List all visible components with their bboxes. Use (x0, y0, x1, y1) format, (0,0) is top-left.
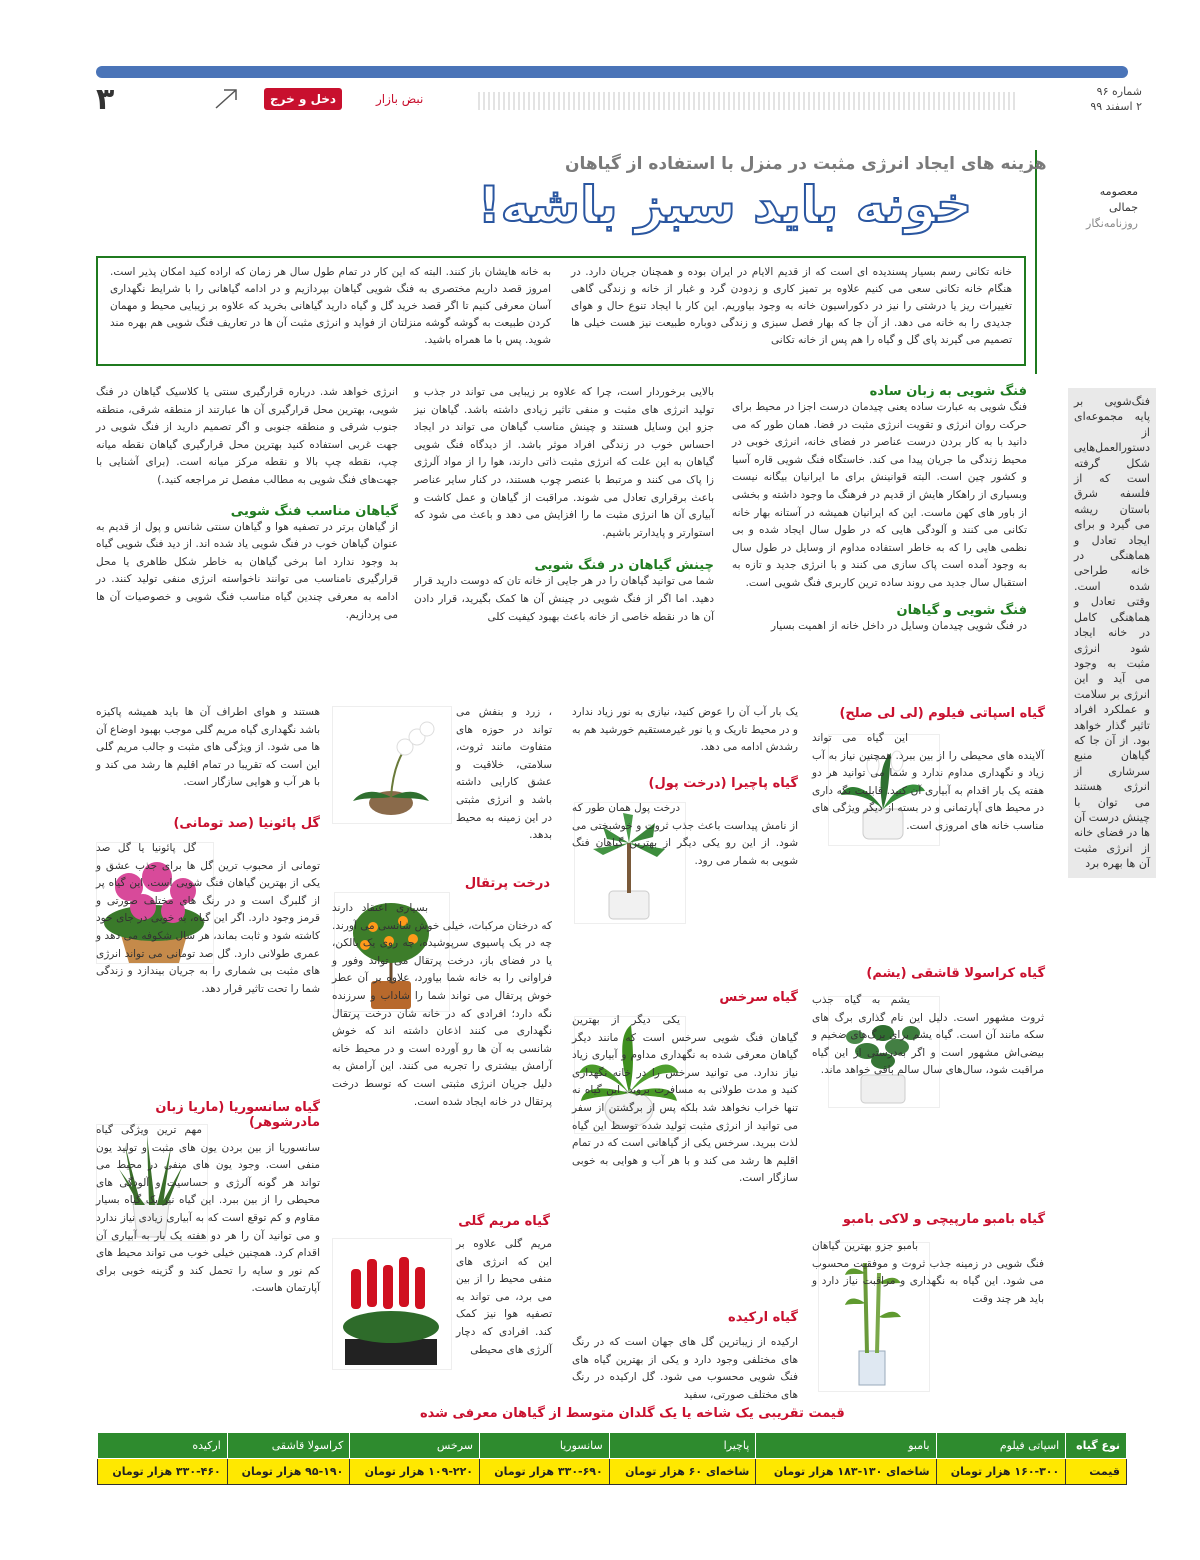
spathiphyllum-text: این گیاه می تواند آلاینده های محیطی را از بین ببرد. همچنین نیاز به آب زیاد و نگهداری مداوم ندارد و شما می توانید هر دو هفته یک بار اقدام به آبیاری آن کنید. قابلیت نگه داری در محیط های آپارتمانی و در بسته از دیگر ویژگی های مناسب خانه های امروزی است. (812, 732, 1044, 832)
issue-number: شماره ۹۶ (1096, 85, 1142, 98)
paragraph: در فنگ شویی چیدمان وسایل در داخل خانه از اهمیت بسیار (771, 619, 1027, 632)
paragraph: بالایی برخوردار است، چرا که علاوه بر زیبایی می تواند در جذب و تولید انرژی های مثبت و منفی تاثیر زیادی داشته باشد. گیاهان نیز جزو این وسایل هستند و چینش مناسب گیاهان می تواند در ایجاد احساس خوب در زندگی افراد موثر باشد. از دیدگاه فنگ شویی گیاهان به این علت که انرژی مثبت ذاتی دارند، هوا را از مواد آلرژی زا پاک می کنند و مرتبط با عنصر چوب هستند، در کنار سایر عناصر باعث برقراری تعادل می شوند. مراقبت از گیاهان و عمل کاشت و آبیاری آن ها انرژی مثبت ما را افزایش می دهد و باعث می شود که استوارتر و پایدارتر باشیم. (414, 386, 714, 539)
author-block (1068, 184, 1138, 232)
price-cell: شاخه‌ای ۶۰ هزار تومان (609, 1459, 756, 1485)
issue-date: ۲ اسفند ۹۹ (1090, 100, 1142, 113)
heading-orchid: گیاه ارکیده (728, 1310, 798, 1325)
orchid-image (332, 706, 452, 824)
fern-text: یکی دیگر از بهترین گیاهان فنگ شویی سرخس است که مانند دیگر گیاهان معرفی شده به نگهداری مداوم و آبیاری زیاد نیاز ندارد. می توانید سرخس را در خانه نگهداری کنید و مدت طولانی به مسافرت بروید. این گیاه نه تنها خراب نخواهد شد بلکه پس از برگشتن از سفر می توانید از انرژی مثبت تولید شده توسط این گیاه لذت ببرید. سرخس یکی از گیاهانی است که در تمام اقلیم ها رشد می کند و با هر آب و هوایی به خوبی سازگار است. (572, 1014, 798, 1185)
paragraph: هستند و هوای اطراف آن ها باید همیشه پاکیزه باشد نگهداری گیاه مریم گلی موجب بهبود اوضاع آن ها می شود. از ویژگی های مثبت و جالب مریم گلی این است که تقریبا در تمام اقلیم ها رشد می کند و با هر آب و هوایی سازگار است. (96, 706, 320, 789)
heading-peony: گل پائونیا (صد تومانی) (173, 816, 320, 831)
sidebar-note: فنگ‌شویی بر پایه مجموعه‌ای از دستورالعمل‌هایی شکل گرفته است که از فلسفه شرق باستان ریشه می گیرد و برای ایجاد تعادل و هماهنگی در خانه طراحی شده است. وقتی تعادل و هماهنگی کامل در خانه ایجاد شود انرژی مثبت به وجود می آید و این انرژی بر سلامت و عملکرد افراد تاثیر گذار خواهد بود. از آن جا که گیاهان منبع سرشاری از انرژی هستند می توان با چینش درست آن ها در فضای خانه از انرژی مثبت آن ها بهره برد (1068, 388, 1156, 878)
author-role: روزنامه‌نگار (1086, 217, 1138, 230)
paragraph: شما می توانید گیاهان را در هر جایی از خانه تان که دوست دارید قرار دهید. اما اگر از فنگ شویی در چینش آن ها کمک بگیرید، قرار دادن آن ها در نقطه خاصی از خانه باعث بهبود کیفیت کلی (414, 575, 714, 623)
pachira-text: درخت پول همان طور که از نامش پیداست باعث جذب ثروت و خوشبختی می شود. از این رو یکی دیگر از بهترین گیاهان فنگ شویی به شمار می رود. (572, 802, 798, 867)
orange-text: بسیاری اعتقاد دارند که درختان مرکبات، خیلی خوش شانسی می آورند. چه در یک پاسیوی سرپوشیده، چه روی یک بالکن، یا در فضای باز، درخت پرتقال می تواند وفور و فراوانی را به خانه شما بیاورد، علاوه بر آن عطر خوش پرتقال می تواند شما را شاداب و سرزنده نگه دارد؛ افرادی که در خانه شان درخت پرتقال نگهداری می کنند اذعان داشته اند که خوش شانسی به آن ها رو آورده است و در محیط خانه آرامش بیشتری را تجربه می کنند. این آرامش به دلیل جریان انرژی مثبتی است که توسط درخت پرتقال در خانه ایجاد شده است. (332, 902, 552, 1108)
upper-col-1 (732, 384, 1027, 635)
section-name: نبض بازار (376, 92, 424, 106)
page-number: ۳ (96, 82, 115, 117)
price-cell: ۱۰۹-۲۲۰ هزار تومان (350, 1459, 480, 1485)
paragraph: فنگ شویی به عبارت ساده یعنی چیدمان درست اجزا در محیط برای حرکت روان انرژی و تقویت انرژی مثبت در فضا. همان طور که می دانید با به کار بردن درست عناصر در فضای خانه، انرژی خوبی در محیط زندگی ما جریان پیدا می کند. خاستگاه فنگ شویی قاره آسیا و کشور چین است. البته قوانینش برای ما ایرانیان بیگانه نیست وبسیاری از راهکار هایش از قدیم در فرهنگ ما وجود داشته و بخشی از باور های کهن ماست. این که ایرانیان همیشه در آستانه بهار خانه تکانی می کنند و آلودگی هایی که در طول سال ایجاد شده و بی نظمی هایی را که به خاطر استفاده مداوم از وسایل در طول سال به وجود آمده است پاک سازی می کنند و با انرژی جدید و تازه به استقبال سال جدید می روند ساده ترین کاربری فنگ شویی است. (732, 401, 1027, 589)
heading-salvia: گیاه مریم گلی (458, 1214, 550, 1229)
paragraph: انرژی خواهد شد. درباره قرارگیری سنتی یا کلاسیک گیاهان در فنگ شویی، بهترین محل قرارگیری آن ها عبارتند از منطقه شرقی، منطقه جنوب شرقی و منطقه جنوبی و اگر تصمیم دارید از فنگ شویی در جهت غربی استفاده کنید بهترین محل قرارگیری گیاهان نقطه میانه چپ، نقطه چپ بالا و نقطه مرکز میانه است. (برای آشنایی با جهت‌های فنگ شویی به مطالب مفصل تر مراجعه کنید.) (96, 386, 398, 486)
bamboo-text: بامبو جزو بهترین گیاهان فنگ شویی در زمینه جذب ثروت و موفقیت محسوب می شود. این گیاه به نگهداری و مراقبت نیاز دارد و باید هر چند وقت (812, 1240, 1044, 1305)
article-title: خونه باید سبز باشه! (477, 176, 973, 234)
price-cell: ۳۳۰-۴۶۰ هزار تومان (98, 1459, 228, 1485)
heading-pachira: گیاه پاچیرا (درخت پول) (648, 776, 798, 791)
paragraph: از گیاهان برتر در تصفیه هوا و گیاهان سنتی شانس و پول از قدیم به عنوان گیاهان خوب در فنگ شویی یاد شده اند. از دید فنگ شویی گیاه بد وجود ندارد اما برخی گیاهان به خاطر شکل ظاهری یا محل قرارگیری نامناسب می توانند ناخواسته انرژی منفی تولید کنند. در ادامه به معرفی چندین گیاه مناسب فنگ شویی و خصوصیات آن ها می پردازیم. (96, 520, 398, 621)
price-table-row (98, 1459, 1127, 1485)
price-cell: ۳۳۰-۶۹۰ هزار تومان (480, 1459, 610, 1485)
price-header-cell: پاچیرا (609, 1433, 756, 1459)
header-hatch (478, 92, 1018, 110)
arrow-icon (212, 86, 242, 112)
heading-spathiphyllum: گیاه اسپاتی فیلوم (لی لی صلح) (839, 706, 1045, 721)
orchid-text: ارکیده از زیباترین گل های جهان است که در رنگ های مختلفی وجود دارد و یکی از بهترین گیاه های فنگ شویی محسوب می شود. گل ارکیده در رنگ های مختلف صورتی، سفید (572, 1336, 798, 1401)
sansevieria-text: مهم ترین ویژگی گیاه سانسوریا از بین بردن یون های مثبت و تولید یون منفی است. وجود یون های منفی در محیط می تواند هر گونه آلرژی و حساسیت و آلودگی های محیطی را از بین ببرد. این گیاه نیز یک گیاه بسیار مقاوم و کم توقع است که به آبیاری زیادی نیاز ندارد و می توانید آن را هر دو هفته یک بار به آبیاری آن اقدام کرد. همچنین خیلی خوب می تواند محیط های کم نور و سایه را تحمل کند و گزینه خوبی برای آپارتمان هاست. (96, 1124, 320, 1295)
price-header-cell: کراسولا قاشقی (227, 1433, 350, 1459)
paragraph: یک بار آب آن را عوض کنید، نیازی به نور زیاد ندارد و در محیط تاریک و یا نور غیرمستقیم خورشید هم به رشدش ادامه می دهد. (572, 706, 798, 754)
price-cell: شاخه‌ای ۱۳۰-۱۸۳ هزار تومان (756, 1459, 936, 1485)
title-divider (1035, 150, 1037, 374)
heading-arrangement: چینش گیاهان در فنگ شویی (534, 558, 714, 574)
author-name: معصومه جمالی (1099, 185, 1138, 214)
price-header-cell: نوع گیاه (1066, 1433, 1127, 1459)
salvia-text: مریم گلی علاوه بر این که انرژی های منفی محیط را از بین می برد، می تواند به تصفیه هوا نیز کمک کند. افرادی که دچار آلرژی های محیطی (456, 1238, 552, 1356)
price-cell: ۹۵-۱۹۰ هزار تومان (227, 1459, 350, 1485)
intro-right: خانه تکانی رسم بسیار پسندیده ای است که از قدیم الایام در ایران بوده و همچنان جریان دارد. در هنگام خانه تکانی سعی می کنیم علاوه بر تمیز کاری و زدودن گرد و غبار از خانه و زندگی گاهی تغییرات ریز یا درشتی را نیز در دکوراسیون خانه به وجود بیاوریم. این کار با ایجاد تنوع حال و هوای جدیدی را به خانه می دهد. از آن جا که بهار فصل سبزی و زندگی دوباره طبیعت نیز هست خیلی ها تصمیم می گیرند پای گل و گیاه را هم پس از خانه تکانی (571, 266, 1012, 346)
heading-crassula: گیاه کراسولا قاشقی (یشم) (866, 966, 1045, 981)
price-table (97, 1432, 1127, 1485)
heading-sansevieria: گیاه سانسوریا (ماریا زبان مادرشوهر) (155, 1100, 320, 1130)
price-header-cell: سرخس (350, 1433, 480, 1459)
price-header-cell: بامبو (756, 1433, 936, 1459)
heading-fengshui-simple: فنگ شویی به زبان ساده (869, 384, 1027, 399)
price-header-cell: سانسوریا (480, 1433, 610, 1459)
heading-bamboo: گیاه بامبو مارپیچی و لاکی بامبو (842, 1212, 1045, 1227)
heading-fern: گیاه سرخس (719, 990, 798, 1005)
intro-box (96, 256, 1026, 366)
price-header-cell: ارکیده (98, 1433, 228, 1459)
paragraph: ، زرد و بنفش می تواند در حوزه های متفاوت مانند ثروت، سلامتی، خلاقیت و عشق کارایی داشته باشد و انرژی مثبتی در این زمینه به محیط بدهد. (456, 706, 552, 842)
issue-info (1090, 84, 1142, 114)
price-cell: ۱۶۰-۳۰۰ هزار تومان (936, 1459, 1066, 1485)
top-bar (96, 66, 1128, 78)
price-row-label: قیمت (1066, 1459, 1127, 1485)
upper-col-2 (414, 384, 714, 626)
peony-text: گل پائونیا یا گل صد تومانی از محبوب ترین گل ها برای جذب عشق و یکی از بهترین گیاهان فنگ شویی است. این گیاه پر از گلبرگ است و در رنگ های مختلف صورتی و قرمز وجود دارد. اگر این گیاه، به خوبی در جای خود کاشته شود و ثابت بماند، هر سال شکوفه می دهد و عمری طولانی دارد. گل صد تومانی می تواند انرژی های مثبت بی شماری را به جریان بیندازد و زندگی شما را تحت تاثیر قرار دهد. (96, 842, 320, 995)
heading-orange: درخت پرتقال (464, 876, 550, 891)
brand-logo: دخل و خرج (264, 88, 342, 110)
salvia-image (332, 1238, 452, 1370)
price-table-caption: قیمت تقریبی یک شاخه یا یک گلدان متوسط از گیاهان معرفی شده (420, 1406, 845, 1421)
article-subtitle: هزینه های ایجاد انرژی مثبت در منزل با استفاده از گیاهان (565, 154, 1047, 174)
intro-left: به خانه هایشان باز کنند. البته که این کار در تمام طول سال هر زمان که اراده کنید امکان پذیر است. امروز قصد داریم مختصری به فنگ شویی گیاهان بپردازیم و در ادامه گیاهانی را با شرایط نگهداری آسان معرفی کنیم تا اگر قصد خرید گل و گیاه دارید گیاهانی بخرید که علاوه بر زیبایی محیط و مهمان کردن طبیعت به گوشه گوشه منزلتان از فواید و انرژی مثبت آن ها در تعاریف فنگ شویی هم بهره مند شوید. پس با ما همراه باشید. (110, 266, 551, 346)
heading-fengshui-plants: فنگ شویی و گیاهان (896, 602, 1027, 618)
upper-col-3 (96, 384, 398, 624)
heading-suitable-plants: گیاهان مناسب فنگ شویی (230, 503, 398, 519)
price-header-cell: اسپاتی فیلوم (936, 1433, 1066, 1459)
price-table-header-row (98, 1433, 1127, 1459)
crassula-text: یشم به گیاه جذب ثروت مشهور است. دلیل این نام گذاری برگ های سکه مانند آن است. گیاه یشم برای برگ‌های ضخیم و بیضی‌اش مشهور است و اگر به‌درستی از این گیاه مراقبت شود، سال‌های سال سالم باقی خواهد ماند. (812, 994, 1044, 1077)
